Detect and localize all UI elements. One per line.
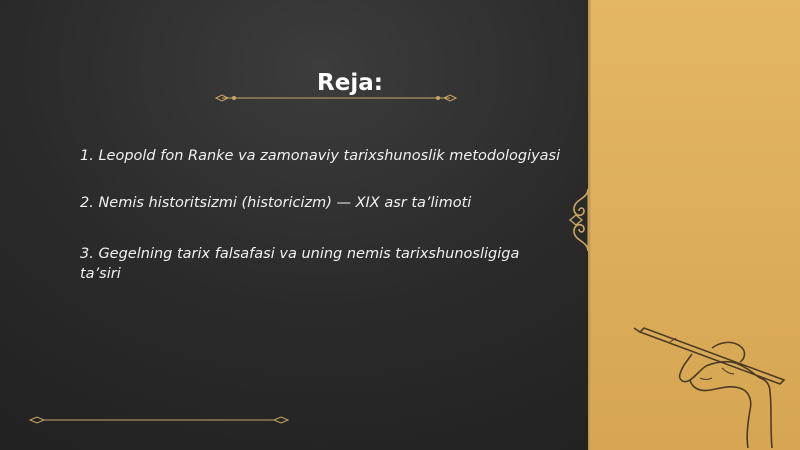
- title-ornament-line: [214, 92, 458, 104]
- scroll-ornament-icon: [560, 185, 596, 255]
- bottom-ornament-line: [28, 414, 290, 426]
- plan-item-3: 3. Gegelning tarix falsafasi va uning nemis tarixshunosligiga ta’siri: [80, 246, 520, 282]
- hand-with-pen-icon: [630, 318, 800, 450]
- slide-title: Reja:: [317, 70, 383, 96]
- plan-item-1: 1. Leopold fon Ranke va zamonaviy tarixshunoslik metodologiyasi: [80, 148, 561, 164]
- plan-item-2: 2. Nemis historitsizmi (historicizm) — XIX asr ta’limoti: [80, 195, 472, 211]
